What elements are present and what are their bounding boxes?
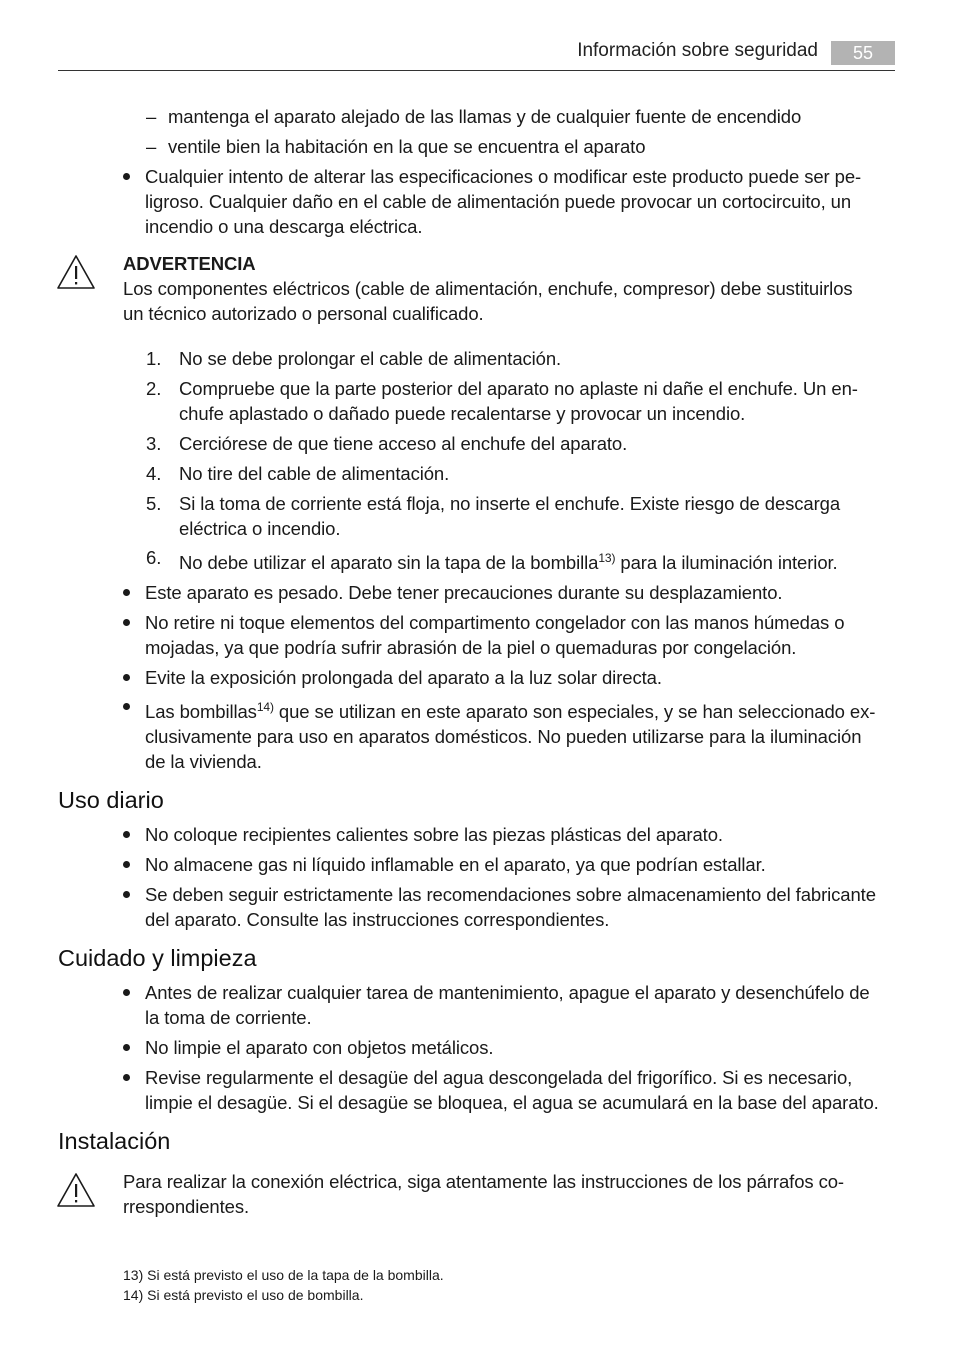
bullet-line: No retire ni toque elementos del compartimento congelador con las manos húmedas o — [145, 612, 845, 633]
dash-item: mantenga el aparato alejado de las llamas y de cualquier fuente de encendido — [168, 106, 802, 127]
bullet-dot — [123, 1044, 130, 1051]
bullet-line: la toma de corriente. — [145, 1007, 312, 1028]
instalacion-line: Para realizar la conexión eléctrica, siga atentamente las instrucciones de los párrafos co- — [123, 1171, 844, 1192]
running-header-title: Información sobre seguridad — [577, 40, 818, 61]
list-item-text: No debe utilizar el aparato sin la tapa de la bombilla — [179, 552, 599, 573]
instalacion-line: rrespondientes. — [123, 1196, 250, 1217]
section-heading-cuidado: Cuidado y limpieza — [58, 945, 257, 971]
bullet-line — [145, 699, 875, 724]
list-number: 4. — [146, 463, 162, 484]
bullet-text: que se utilizan en este aparato son especiales, y se han seleccionado ex- — [273, 701, 876, 722]
bullet-line: Se deben seguir estrictamente las recomendaciones sobre almacenamiento del fabricante — [145, 884, 876, 905]
list-number: 1. — [146, 348, 162, 369]
bullet-line: Revise regularmente el desagüe del agua descongelada del frigorífico. Si es necesario, — [145, 1067, 853, 1088]
list-number: 3. — [146, 433, 162, 454]
bullet-line: Este aparato es pesado. Debe tener precauciones durante su desplazamiento. — [145, 582, 783, 603]
bullet-dot — [123, 989, 130, 996]
bullet-dot — [123, 831, 130, 838]
bullet-line: Cualquier intento de alterar las especificaciones o modificar este producto puede ser pe- — [145, 166, 862, 187]
bullet-line: mojadas, ya que podría sufrir abrasión de la piel o quemaduras por congelación. — [145, 637, 797, 658]
bullet-line: No almacene gas ni líquido inflamable en el aparato, ya que podrían estallar. — [145, 854, 766, 875]
list-number: 2. — [146, 378, 162, 399]
list-item-line: chufe aplastado o dañado puede recalentarse y provocar un incendio. — [179, 403, 746, 424]
dash-marker: – — [146, 136, 157, 157]
bullet-line: Evite la exposición prolongada del aparato a la luz solar directa. — [145, 667, 662, 688]
bullet-text: Las bombillas — [145, 701, 257, 722]
list-item-line: Cerciórese de que tiene acceso al enchufe del aparato. — [179, 433, 628, 454]
bullet-dot — [123, 891, 130, 898]
warning-line: Los componentes eléctricos (cable de alimentación, enchufe, compresor) debe sustituirlos — [123, 278, 853, 299]
bullet-dot — [123, 674, 130, 681]
footnote-ref: 14) — [256, 700, 274, 714]
list-item-line — [179, 550, 838, 575]
bullet-dot — [123, 703, 130, 710]
bullet-line: incendio o una descarga eléctrica. — [145, 216, 423, 237]
list-item-line: Compruebe que la parte posterior del aparato no aplaste ni dañe el enchufe. Un en- — [179, 378, 858, 399]
dash-marker: – — [146, 106, 157, 127]
section-heading-uso-diario: Uso diario — [58, 787, 164, 813]
warning-line: un técnico autorizado o personal cualificado. — [123, 303, 484, 324]
section-heading-instalacion: Instalación — [58, 1128, 171, 1154]
footnote: 14) Si está previsto el uso de bombilla. — [123, 1287, 364, 1303]
warning-title: ADVERTENCIA — [123, 253, 256, 274]
bullet-line: de la vivienda. — [145, 751, 262, 772]
list-item-line: No tire del cable de alimentación. — [179, 463, 450, 484]
list-item-line: eléctrica o incendio. — [179, 518, 341, 539]
bullet-line: No coloque recipientes calientes sobre las piezas plásticas del aparato. — [145, 824, 723, 845]
bullet-dot — [123, 173, 130, 180]
bullet-dot — [123, 1074, 130, 1081]
list-number: 5. — [146, 493, 162, 514]
warning-triangle-icon — [56, 254, 96, 290]
list-number: 6. — [146, 547, 162, 568]
list-item-line: Si la toma de corriente está floja, no inserte el enchufe. Existe riesgo de descarga — [179, 493, 841, 514]
bullet-line: limpie el desagüe. Si el desagüe se bloquea, el agua se acumulará en la base del aparato. — [145, 1092, 879, 1113]
footnote-ref: 13) — [598, 551, 616, 565]
bullet-dot — [123, 619, 130, 626]
page-number-badge: 55 — [831, 41, 895, 65]
bullet-dot — [123, 589, 130, 596]
list-item-line: No se debe prolongar el cable de alimentación. — [179, 348, 562, 369]
warning-triangle-icon — [56, 1172, 96, 1208]
bullet-dot — [123, 861, 130, 868]
bullet-line: No limpie el aparato con objetos metálicos. — [145, 1037, 494, 1058]
bullet-line: ligroso. Cualquier daño en el cable de alimentación puede provocar un cortocircuito, un — [145, 191, 852, 212]
footnote: 13) Si está previsto el uso de la tapa de la bombilla. — [123, 1267, 444, 1283]
bullet-line: clusivamente para uso en aparatos domésticos. No pueden utilizarse para la iluminación — [145, 726, 862, 747]
bullet-line: del aparato. Consulte las instrucciones correspondientes. — [145, 909, 610, 930]
bullet-line: Antes de realizar cualquier tarea de mantenimiento, apague el aparato y desenchúfelo de — [145, 982, 870, 1003]
list-item-text: para la iluminación interior. — [615, 552, 838, 573]
dash-item: ventile bien la habitación en la que se encuentra el aparato — [168, 136, 646, 157]
header-rule — [58, 70, 895, 71]
